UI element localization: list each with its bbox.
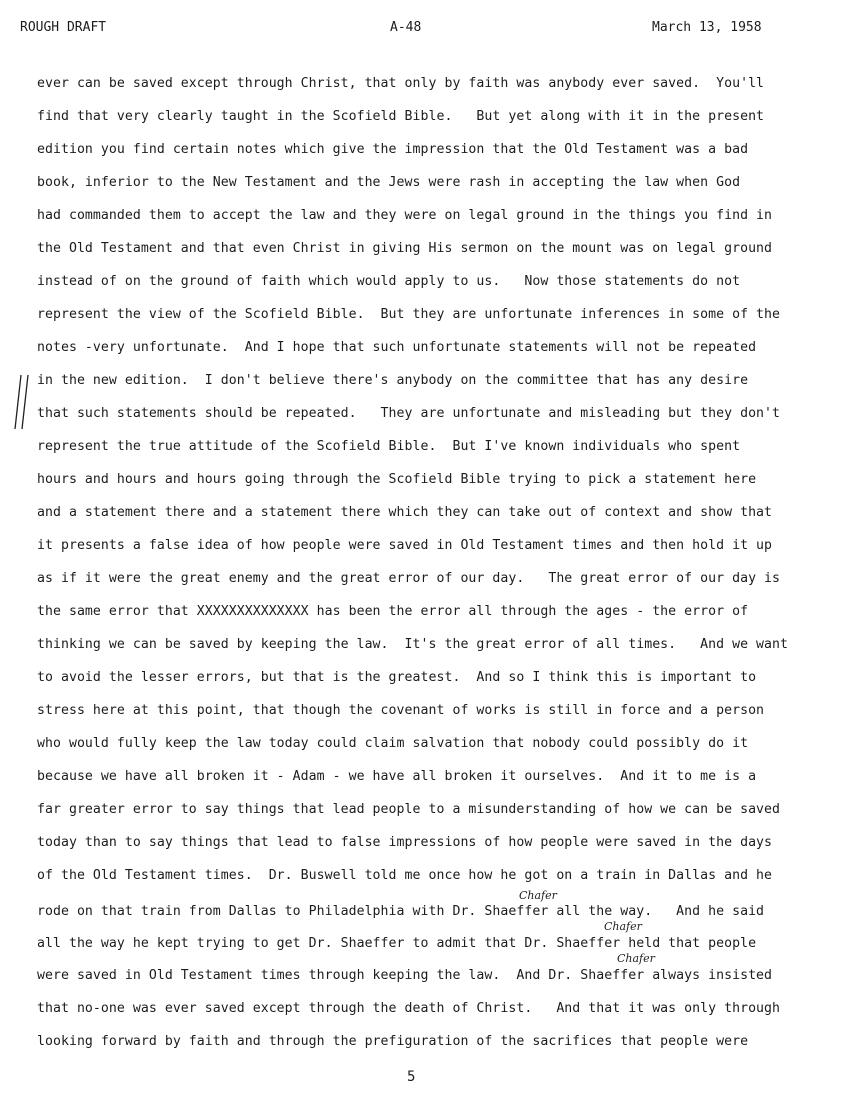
text-line: represent the view of the Scofield Bible. But they are unfortunate inferences in some of the <box>37 307 781 322</box>
text-line: that no-one was ever saved except through the death of Christ. And that it was only through <box>37 1001 781 1016</box>
handwritten-correction: Chafer <box>617 952 655 965</box>
text-line: hours and hours and hours going through the Scofield Bible trying to pick a statement here <box>37 472 757 487</box>
header-date: March 13, 1958 <box>652 20 762 35</box>
text-line: the Old Testament and that even Christ in giving His sermon on the mount was on legal ground <box>37 241 773 256</box>
text-line: as if it were the great enemy and the great error of our day. The great error of our day is <box>37 571 781 586</box>
header-draft-label: ROUGH DRAFT <box>20 20 107 35</box>
text-line: today than to say things that lead to false impressions of how people were saved in the days <box>37 835 773 850</box>
text-line: had commanded them to accept the law and they were on legal ground in the things you find in <box>37 208 773 223</box>
text-line: all the way he kept trying to get Dr. Shaeffer to admit that Dr. Shaeffer held that people <box>37 936 757 951</box>
text-line: of the Old Testament times. Dr. Buswell told me once how he got on a train in Dallas and he <box>37 868 773 883</box>
text-line: edition you find certain notes which give the impression that the Old Testament was a bad <box>37 142 749 157</box>
text-line-with-strikeout: the same error that XXXXXXXXXXXXXX has been the error all through the ages - the error of <box>37 604 749 619</box>
text-line: to avoid the lesser errors, but that is the greatest. And so I think this is important to <box>37 670 757 685</box>
text-line: who would fully keep the law today could claim salvation that nobody could possibly do it <box>37 736 749 751</box>
text-line: because we have all broken it - Adam - we have all broken it ourselves. And it to me is a <box>37 769 757 784</box>
text-line: looking forward by faith and through the prefiguration of the sacrifices that people were <box>37 1034 749 1049</box>
page-number: 5 <box>407 1069 416 1085</box>
text-line: that such statements should be repeated. They are unfortunate and misleading but they don't <box>37 406 781 421</box>
text-line: represent the true attitude of the Scofield Bible. But I've known individuals who spent <box>37 439 741 454</box>
text-line: stress here at this point, that though the covenant of works is still in force and a person <box>37 703 765 718</box>
text-line: in the new edition. I don't believe there's anybody on the committee that has any desire <box>37 373 749 388</box>
text-line: and a statement there and a statement there which they can take out of context and show that <box>37 505 773 520</box>
text-line: it presents a false idea of how people were saved in Old Testament times and then hold it up <box>37 538 773 553</box>
text-line: far greater error to say things that lead people to a misunderstanding of how we can be saved <box>37 802 781 817</box>
handwritten-correction: Chafer <box>604 920 642 933</box>
text-line: instead of on the ground of faith which would apply to us. Now those statements do not <box>37 274 741 289</box>
text-line: thinking we can be saved by keeping the law. It's the great error of all times. And we want <box>37 637 789 652</box>
text-line: find that very clearly taught in the Scofield Bible. But yet along with it in the present <box>37 109 765 124</box>
text-line: notes -very unfortunate. And I hope that such unfortunate statements will not be repeated <box>37 340 757 355</box>
text-line: ever can be saved except through Christ, that only by faith was anybody ever saved. You'll <box>37 76 765 91</box>
text-line: were saved in Old Testament times through keeping the law. And Dr. Shaeffer always insisted <box>37 968 773 983</box>
text-line: book, inferior to the New Testament and the Jews were rash in accepting the law when God <box>37 175 741 190</box>
handwritten-correction: Chafer <box>519 889 557 902</box>
text-line: rode on that train from Dallas to Philadelphia with Dr. Shaeffer all the way. And he said <box>37 904 765 919</box>
header-page-code: A-48 <box>390 20 422 35</box>
